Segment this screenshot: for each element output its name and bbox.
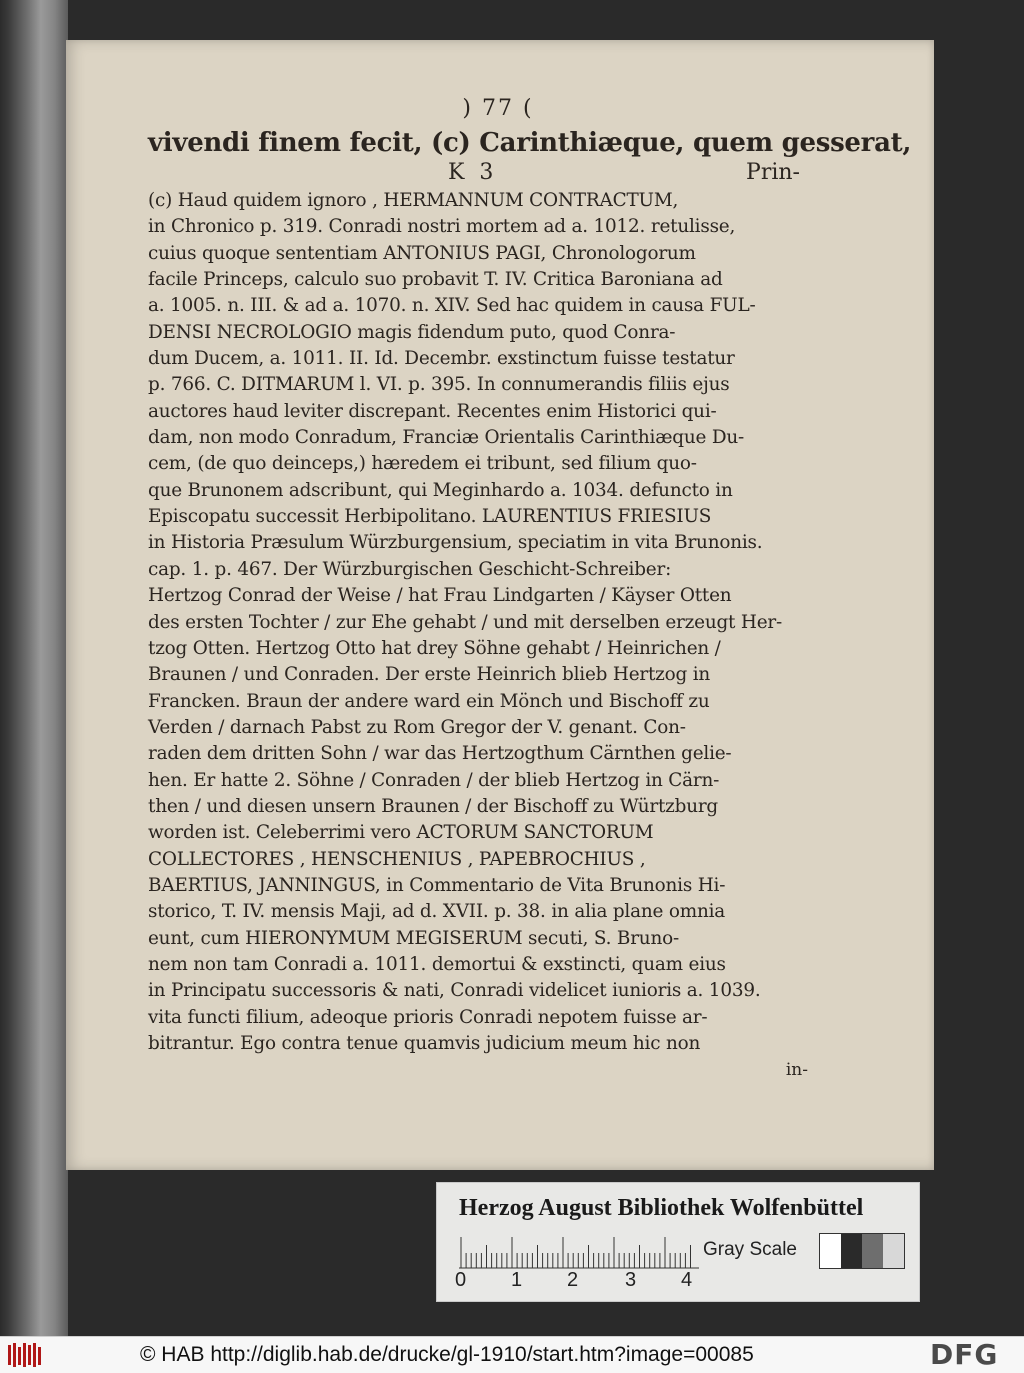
footnote-line: in Chronico p. 319. Conradi nostri mortem ad a. 1012. retulisse, — [148, 216, 736, 238]
footnote-line: worden ist. Celeberrimi vero ACTORUM SANCTORUM — [148, 822, 654, 844]
ruler — [459, 1235, 699, 1269]
library-label — [436, 1182, 920, 1302]
main-line: vivendi finem fecit, (c) Carinthiæque, quem gesserat, — [148, 128, 912, 158]
ruler-number: 4 — [681, 1269, 693, 1291]
gray-scale-swatches — [819, 1233, 905, 1269]
dfg-logo: DFG — [930, 1338, 999, 1371]
footnote-line: facile Princeps, calculo suo probavit T. IV. Critica Baroniana ad — [148, 269, 723, 291]
copyright-text: © HAB http://diglib.hab.de/drucke/gl-1910/start.htm?image=00085 — [140, 1343, 754, 1366]
footnote-line: in Principatu successoris & nati, Conradi videlicet iunioris a. 1039. — [148, 980, 761, 1002]
catchword: Prin- — [746, 160, 800, 185]
footer-bar — [0, 1336, 1024, 1373]
gray-swatch — [841, 1234, 862, 1268]
ruler-number: 3 — [625, 1269, 637, 1291]
ruler-number: 2 — [567, 1269, 579, 1291]
last-catchword: in- — [785, 1060, 808, 1081]
footnote-line: eunt, cum HIERONYMUM MEGISERUM secuti, S. Bruno- — [148, 927, 679, 949]
gray-scale-label: Gray Scale — [703, 1239, 797, 1260]
footnote-line: vita functi filium, adeoque prioris Conradi nepotem fuisse ar- — [148, 1006, 708, 1028]
ruler-number: 0 — [455, 1269, 467, 1291]
footnote-line: COLLECTORES , HENSCHENIUS , PAPEBROCHIUS , — [148, 848, 646, 870]
footnote-line: storico, T. IV. mensis Maji, ad d. XVII. p. 38. in alia plane omnia — [148, 901, 726, 923]
footnote-line: in Historia Præsulum Würzburgensium, speciatim in vita Brunonis. — [148, 532, 763, 554]
footnote-line: auctores haud leviter discrepant. Recentes enim Historici qui- — [148, 400, 717, 422]
footnote-line: Francken. Braun der andere ward ein Mönch und Bischoff zu — [148, 690, 710, 712]
footnote-line: bitrantur. Ego contra tenue quamvis judicium meum hic non — [148, 1033, 701, 1054]
footnote-line: hen. Er hatte 2. Söhne / Conraden / der blieb Hertzog in Cärn- — [148, 769, 720, 791]
footnote-line: p. 766. C. DITMARUM l. VI. p. 395. In connumerandis filiis ejus — [148, 374, 730, 396]
footnote-line: then / und diesen unsern Braunen / der Bischoff zu Würtzburg — [148, 795, 719, 817]
footnote-line: Braunen / und Conraden. Der erste Heinrich blieb Hertzog in — [148, 664, 711, 686]
footnote-line: que Brunonem adscribunt, qui Meginhardo a. 1034. defuncto in — [148, 479, 733, 501]
signature-mark: K 3 — [448, 160, 498, 185]
footnote-line: des ersten Tochter / zur Ehe gehabt / und mit derselben erzeugt Her- — [148, 611, 782, 633]
signature-row — [148, 160, 800, 188]
page-text — [148, 96, 912, 1083]
footnote-line: (c) Haud quidem ignoro , HERMANNUM CONTRACTUM, — [148, 190, 679, 211]
gray-swatch — [862, 1234, 883, 1268]
footnote-line: tzog Otten. Hertzog Otto hat drey Söhne gehabt / Heinrichen / — [148, 637, 721, 659]
ruler-number: 1 — [511, 1269, 523, 1291]
footnote-line: cem, (de quo deinceps,) hæredem ei tribunt, sed filium quo- — [148, 453, 697, 475]
footnote-line: Episcopatu successit Herbipolitano. LAURENTIUS FRIESIUS — [148, 506, 712, 528]
footnote-line: BAERTIUS, JANNINGUS, in Commentario de Vita Brunonis Hi- — [148, 874, 726, 896]
library-name: Herzog August Bibliothek Wolfenbüttel — [459, 1195, 864, 1221]
footnote-text — [148, 188, 788, 1057]
footnote-line: nem non tam Conradi a. 1011. demortui & exstincti, quam eius — [148, 953, 726, 975]
footnote-line: Hertzog Conrad der Weise / hat Frau Lindgarten / Käyser Otten — [148, 585, 732, 607]
footnote-line: raden dem dritten Sohn / war das Hertzogthum Cärnthen gelie- — [148, 743, 732, 765]
footnote-line: Verden / darnach Pabst zu Rom Gregor der V. genant. Con- — [148, 716, 686, 738]
footnote-line: a. 1005. n. III. & ad a. 1070. n. XIV. Sed hac quidem in causa FUL- — [148, 295, 756, 317]
hab-logo-icon — [6, 1341, 46, 1369]
gray-swatch — [820, 1234, 841, 1268]
ruler-numbers — [455, 1269, 715, 1293]
footnote-line: cuius quoque sententiam ANTONIUS PAGI, Chronologorum — [148, 242, 696, 264]
book-spine-edge — [0, 0, 68, 1336]
main-text — [148, 126, 912, 160]
page-number: ) 77 ( — [462, 96, 534, 121]
ruler-ticks — [459, 1235, 699, 1269]
footnote-line: cap. 1. p. 467. Der Würzburgischen Geschicht-Schreiber: — [148, 558, 672, 580]
footnote-line: dum Ducem, a. 1011. II. Id. Decembr. exstinctum fuisse testatur — [148, 348, 735, 370]
footnote-line: dam, non modo Conradum, Franciæ Orientalis Carinthiæque Du- — [148, 427, 745, 449]
footnote-line: DENSI NECROLOGIO magis fidendum puto, quod Conra- — [148, 321, 676, 343]
gray-swatch — [883, 1234, 904, 1268]
